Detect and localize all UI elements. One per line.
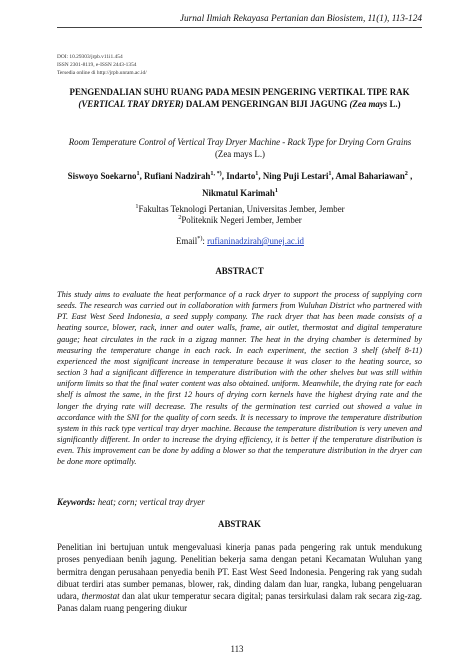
issn-line: ISSN 2301-8119, e-ISSN 2443-1354 (57, 62, 137, 68)
affiliation-2: $^2$Politeknik Negeri Jember, Jember (178, 213, 302, 225)
header-divider (57, 27, 422, 28)
abstrak-heading: ABSTRAK (218, 519, 261, 529)
page-number: 113 (230, 644, 244, 654)
journal-header (180, 14, 422, 24)
author: Nikmatul Karimah$^1$ (202, 186, 278, 198)
abstrak-body: Penelitian ini bertujuan untuk mengevaluasi kinerja panas pada pengering rak untuk mendukung proses penyediaan benih jagung. Penelitian bekerja sama dengan petani Kecamatan Wuluhan yang bermitra dengan perusahaan penyedia benih PT. East West Seed Indonesia. Pengering rak yang sudah dibuat terdiri atas sumber pemanas, blower, rak, dinding dalam dan luar, rangka, lubang pengeluaran udara, thermostat dan alat ukur temperatur secara digital; panas tersirkulasi dalam rak secara zig-zag. Panas dalam ruang pengering diukur (57, 542, 423, 614)
availability-line: Tersedia online di http://jrpb.unram.ac.id/ (57, 70, 147, 76)
email-link[interactable]: rufianinadzirah@unej.ac.id (207, 236, 304, 246)
author: Rufiani Nadzirah$^{1, *)}$, (144, 170, 227, 181)
doi-line: DOI: 10.29303/jrpb.v11i1.454 (57, 54, 123, 60)
journal-volume: 11 (367, 14, 377, 24)
paper-title: PENGENDALIAN SUHU RUANG PADA MESIN PENGERING VERTIKAL TIPE RAK (VERTICAL TRAY DRYER) DALAM PENGERINGAN BIJI JAGUNG (Zea mays L.) (69, 87, 410, 110)
corresponding-email: Email*): rufianinadzirah@unej.ac.id (176, 235, 304, 246)
affiliation-1: $^1$Fakultas Teknologi Pertanian, Universitas Jember, Jember (135, 203, 345, 214)
affiliations (60, 204, 420, 226)
keywords: Keywords: heat; corn; vertical tray dryer (57, 497, 205, 507)
paper-subtitle: Room Temperature Control of Vertical Tray Dryer Machine - Rack Type for Drying Corn Grains (Zea mays L.) (68, 137, 412, 159)
author: Amal Bahariawan$^2$ , (335, 170, 413, 181)
author: Indarto$^1$, (226, 170, 263, 181)
journal-name: Jurnal Ilmiah Rekayasa Pertanian dan Biosistem, (179, 14, 368, 24)
article-meta (57, 53, 147, 77)
journal-issue-pages: (1), 113-124 (376, 14, 422, 24)
author: Ning Puji Lestari$^1$, (262, 170, 336, 181)
abstract-heading: ABSTRACT (215, 266, 264, 276)
author: Siswoyo Soekarno$^1$, (67, 170, 145, 181)
author-list (60, 168, 420, 201)
abstract-body: This study aims to evaluate the heat performance of a rack dryer to support the process of supplying corn seeds. The research was carried out in collaboration with farmers from Wuluhan District who partnered with PT. East West Seed Indonesia, a seed supply company. The rack dryer that has been made consists of a heating source, blower, rack, inner and outer walls, frame, air outlet, thermostat and digital temperature gauge; heat circulates in the rack in a zigzag manner. The heat in the drying chamber is determined by measuring the temperature change in each rack. In each experiment, the section 3 shelf (shelf 8-11) experienced the most significant increase in temperature because it was closer to the heating source, so section 3 had a significant difference in temperature distribution with the other shelves but was still within uniform limits so that the final water content was also obtained. uniform. Meanwhile, the drying rate for each shelf is almost the same, in the first 12 hours of drying corn kernels have the highest drying rate and the longer the drying rate will decrease. The results of the germination test carried out showed a value in accordance with the SNI for the quality of corn seeds. It is necessary to improve the temperature distribution system in this rack type vertical tray dryer machine. Because the temperature distribution is very uneven and significantly different. In order to increase the drying efficiency, it is better if the temperature distribution is even. This improvement can be done by adding a blower so that the temperature distribution in the dryer can be done more optimally. (57, 290, 422, 467)
